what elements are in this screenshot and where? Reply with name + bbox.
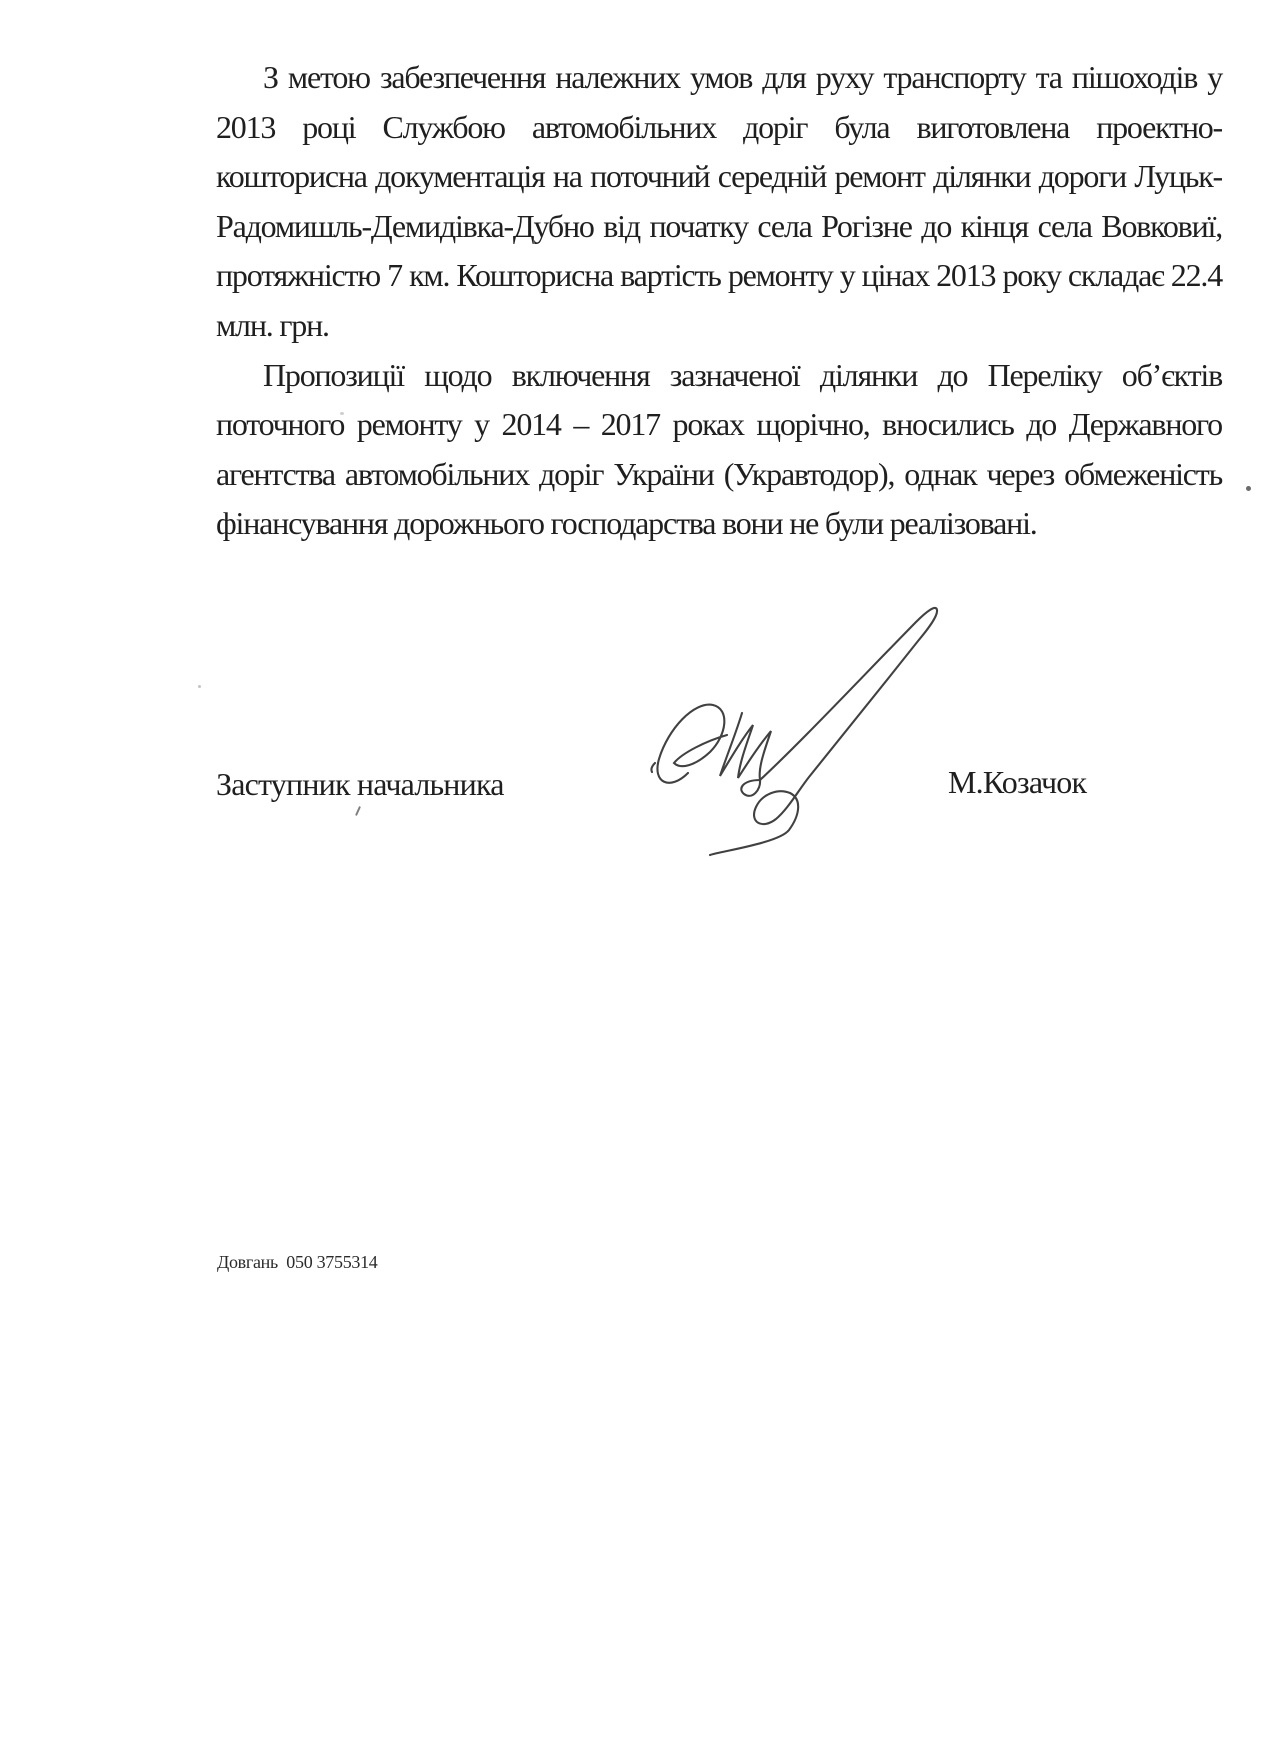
- paragraph-line: З метою забезпечення належних умов для руху транспорту та пішоходів у: [263, 59, 1222, 95]
- scan-artifact-tick: [355, 806, 361, 816]
- paragraph-line: млн. грн.: [216, 306, 329, 343]
- paragraph-line: агентства автомобільних доріг України (Укравтодор), однак через обмеженість: [216, 455, 1222, 492]
- paragraph-line: кошторисна документація на поточний середній ремонт ділянки дороги Луцьк-: [216, 158, 1222, 195]
- paragraph-line: Пропозиції щодо включення зазначеної ділянки до Переліку об’єктів: [263, 356, 1222, 393]
- scan-artifact-speck: [340, 412, 344, 415]
- scan-artifact-speck: [198, 685, 201, 688]
- paragraph-line: фінансування дорожнього господарства вони не були реалізовані.: [216, 505, 1037, 542]
- paragraph-line: протяжністю 7 км. Кошторисна вартість ремонту у цінах 2013 року складає 22.4: [216, 257, 1222, 294]
- signatory-title: Заступник начальника: [216, 766, 504, 802]
- scan-artifact-dot: [1246, 486, 1251, 491]
- document-body-text: [216, 53, 1222, 549]
- footer-contact: Довгань 050 3755314: [217, 1252, 378, 1272]
- paragraph-line: Радомишль-Демидівка-Дубно від початку села Рогізне до кінця села Вовковиї,: [216, 207, 1222, 244]
- paragraph-line: поточного ремонту у 2014 – 2017 роках щорічно, вносились до Державного: [216, 406, 1222, 443]
- signatory-name: М.Козачок: [948, 764, 1087, 800]
- handwritten-signature-icon: [630, 593, 960, 865]
- paragraph-line: 2013 році Службою автомобільних доріг була виготовлена проектно-: [216, 108, 1222, 145]
